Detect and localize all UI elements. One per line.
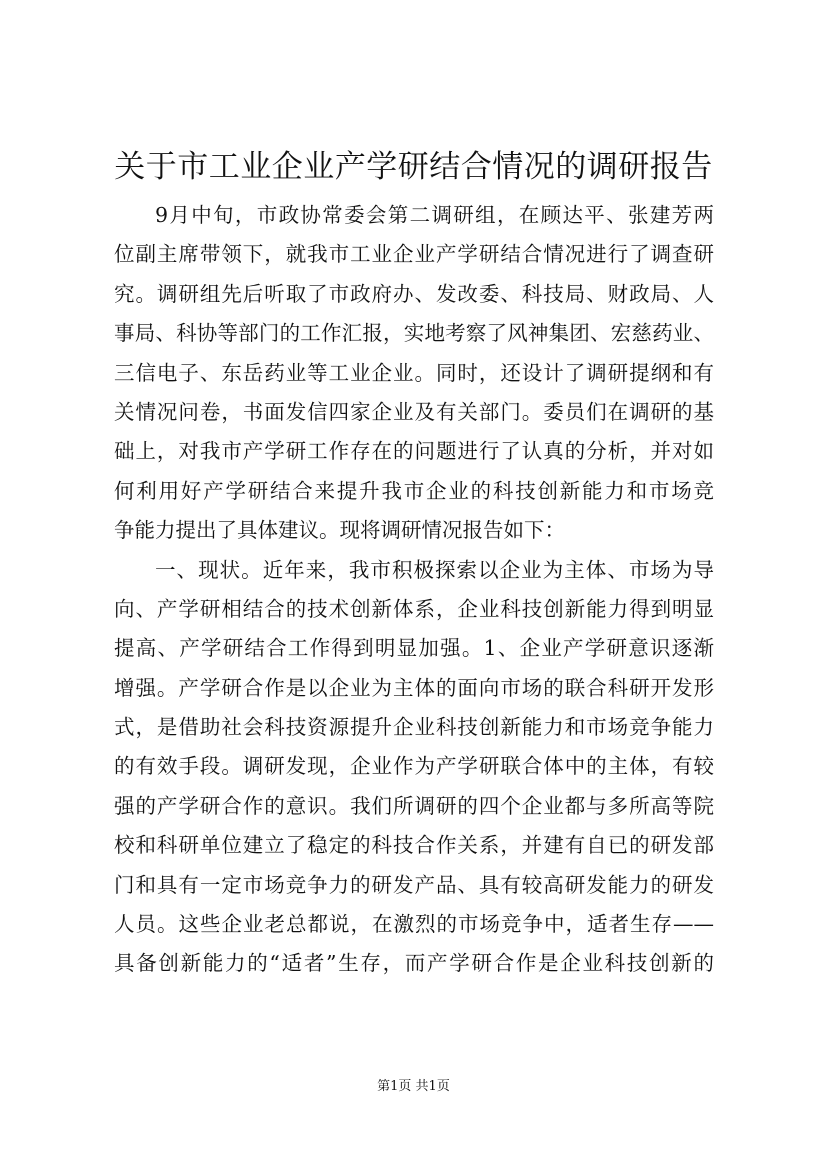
paragraph-line: 一、现状。近年来，我市积极探索以企业为主体、市场为导 [155, 557, 714, 582]
paragraph-line: 关情况问卷，书面发信四家企业及有关部门。委员们在调研的基 [114, 399, 714, 424]
document-title: 关于市工业企业产学研结合情况的调研报告 [114, 149, 713, 185]
paragraph-line: 门和具有一定市场竞争力的研发产品、具有较高研发能力的研发 [114, 872, 714, 897]
paragraph-line: 强的产学研合作的意识。我们所调研的四个企业都与多所高等院 [114, 793, 714, 818]
paragraph-line: 事局、科协等部门的工作汇报，实地考察了风神集团、宏慈药业、 [114, 321, 714, 346]
paragraph-line: 究。调研组先后听取了市政府办、发改委、科技局、财政局、人 [114, 281, 714, 306]
page-footer: 第1页 共1页 [377, 1079, 450, 1094]
paragraph-line: 何利用好产学研结合来提升我市企业的科技创新能力和市场竞 [114, 478, 714, 503]
paragraph-line: 向、产学研相结合的技术创新体系，企业科技创新能力得到明显 [114, 596, 714, 621]
paragraph-line: 校和科研单位建立了稳定的科技合作关系，并建有自已的研发部 [114, 833, 714, 858]
paragraph-line: 三信电子、东岳药业等工业企业。同时，还设计了调研提纲和有 [114, 360, 714, 385]
paragraph-line: 式，是借助社会科技资源提升企业科技创新能力和市场竞争能力 [114, 715, 714, 740]
paragraph-line: 位副主席带领下，就我市工业企业产学研结合情况进行了调查研 [114, 242, 714, 267]
paragraph-line: 人员。这些企业老总都说，在激烈的市场竞争中，适者生存—— [114, 912, 714, 937]
paragraph-line: 提高、产学研结合工作得到明显加强。1、企业产学研意识逐渐 [114, 636, 714, 661]
document-body [114, 196, 714, 984]
paragraph-line: 争能力提出了具体建议。现将调研情况报告如下： [114, 518, 565, 543]
paragraph-line: 具备创新能力的“适者”生存，而产学研合作是企业科技创新的 [114, 951, 714, 976]
paragraph-line: 增强。产学研合作是以企业为主体的面向市场的联合科研开发形 [114, 675, 714, 700]
paragraph-line: 础上，对我市产学研工作存在的问题进行了认真的分析，并对如 [114, 439, 714, 464]
paragraph-line: 9月中旬，市政协常委会第二调研组，在顾达平、张建芳两 [155, 203, 714, 227]
paragraph-line: 的有效手段。调研发现，企业作为产学研联合体中的主体，有较 [114, 754, 714, 779]
